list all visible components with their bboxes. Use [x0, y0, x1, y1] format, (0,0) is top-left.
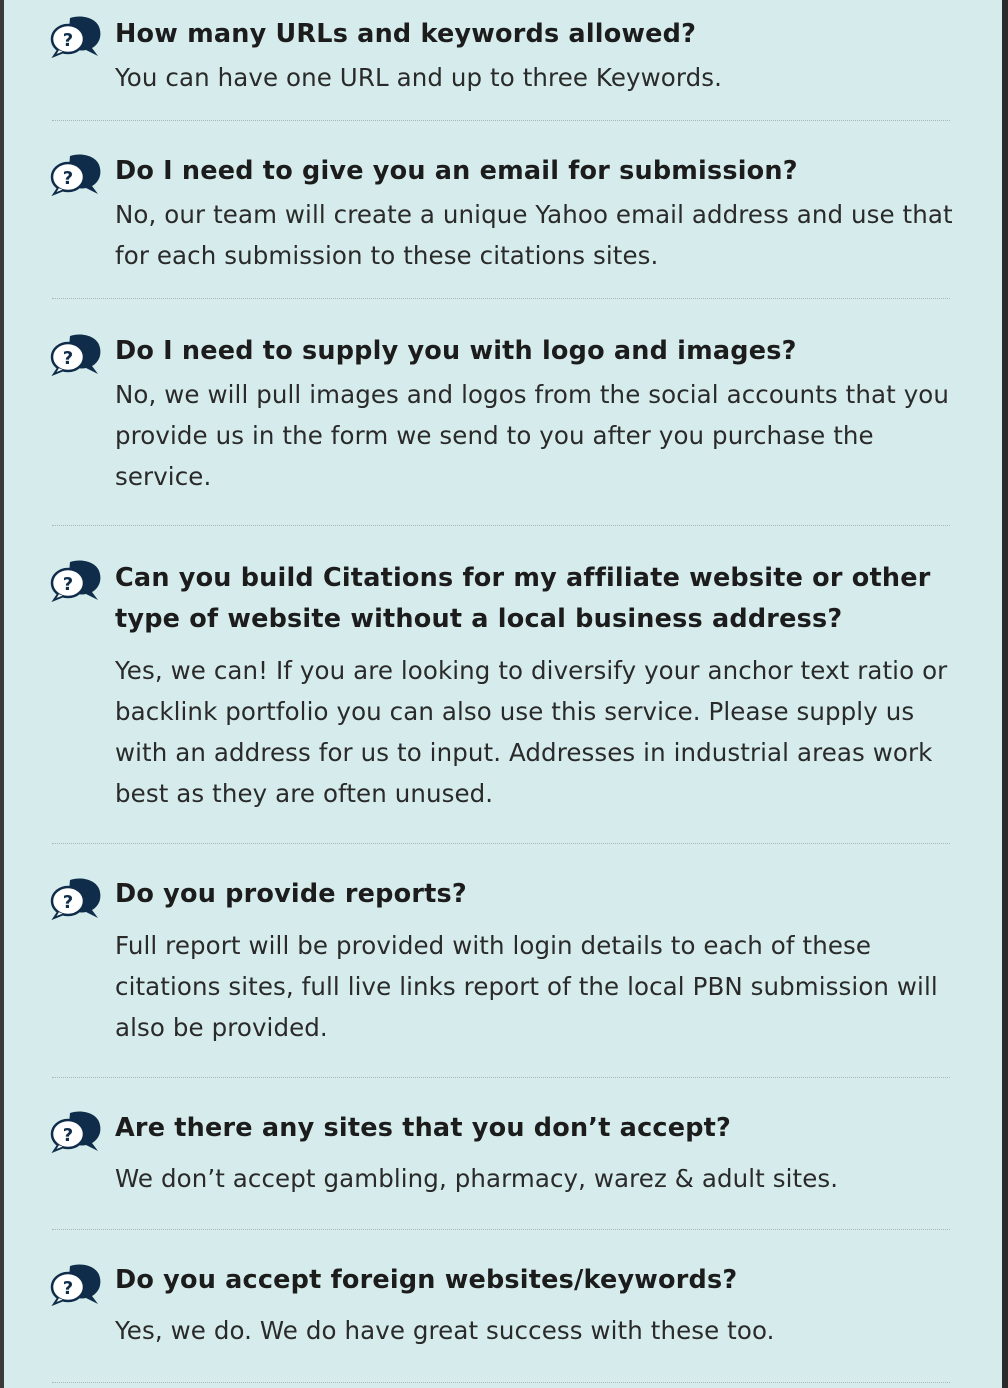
question-bubble-icon [48, 14, 104, 58]
faq-question: Do I need to give you an email for submission? [115, 156, 798, 186]
question-bubble-icon [48, 152, 104, 196]
faq-question: Are there any sites that you don’t accept? [115, 1113, 732, 1143]
faq-question: Do I need to supply you with logo and images? [115, 336, 797, 366]
question-bubble-icon [48, 558, 104, 602]
question-bubble-icon [48, 876, 104, 920]
faq-question: Can you build Citations for my affiliate website or other type of website without a local business address? [115, 563, 931, 634]
divider [52, 525, 950, 526]
window-edge [1002, 0, 1008, 1388]
faq-answer: We don’t accept gambling, pharmacy, warez & adult sites. [115, 1164, 839, 1193]
divider [52, 1382, 950, 1383]
faq-question: How many URLs and keywords allowed? [115, 19, 697, 49]
question-bubble-icon [48, 1262, 104, 1306]
faq-answer: No, we will pull images and logos from the social accounts that you provide us in the form we send to you after you purchase the service. [115, 380, 950, 491]
question-bubble-icon [48, 332, 104, 376]
divider [52, 120, 950, 121]
svg-text:?: ? [62, 1125, 74, 1146]
faq-page [4, 0, 1002, 1388]
svg-text:?: ? [62, 1278, 74, 1299]
divider [52, 1077, 950, 1078]
faq-answer: You can have one URL and up to three Keywords. [115, 63, 723, 92]
faq-question: Do you accept foreign websites/keywords? [115, 1265, 738, 1295]
divider [52, 843, 950, 844]
svg-text:?: ? [62, 348, 74, 369]
faq-question: Do you provide reports? [115, 879, 467, 909]
faq-answer: Yes, we can! If you are looking to diversify your anchor text ratio or backlink portfolio you can also use this service. Please supply us with an address for us to input. Addresses in industrial areas work best as they are often unused. [115, 656, 948, 808]
faq-answer: No, our team will create a unique Yahoo email address and use that for each submission to these citations sites. [115, 200, 953, 270]
faq-answer: Yes, we do. We do have great success with these too. [115, 1316, 775, 1345]
question-bubble-icon [48, 1109, 104, 1153]
svg-text:?: ? [62, 30, 74, 51]
svg-text:?: ? [62, 168, 74, 189]
divider [52, 1229, 950, 1230]
svg-text:?: ? [62, 574, 74, 595]
faq-answer: Full report will be provided with login details to each of these citations sites, full live links report of the local PBN submission will also be provided. [115, 931, 938, 1042]
svg-text:?: ? [62, 892, 74, 913]
divider [52, 298, 950, 299]
